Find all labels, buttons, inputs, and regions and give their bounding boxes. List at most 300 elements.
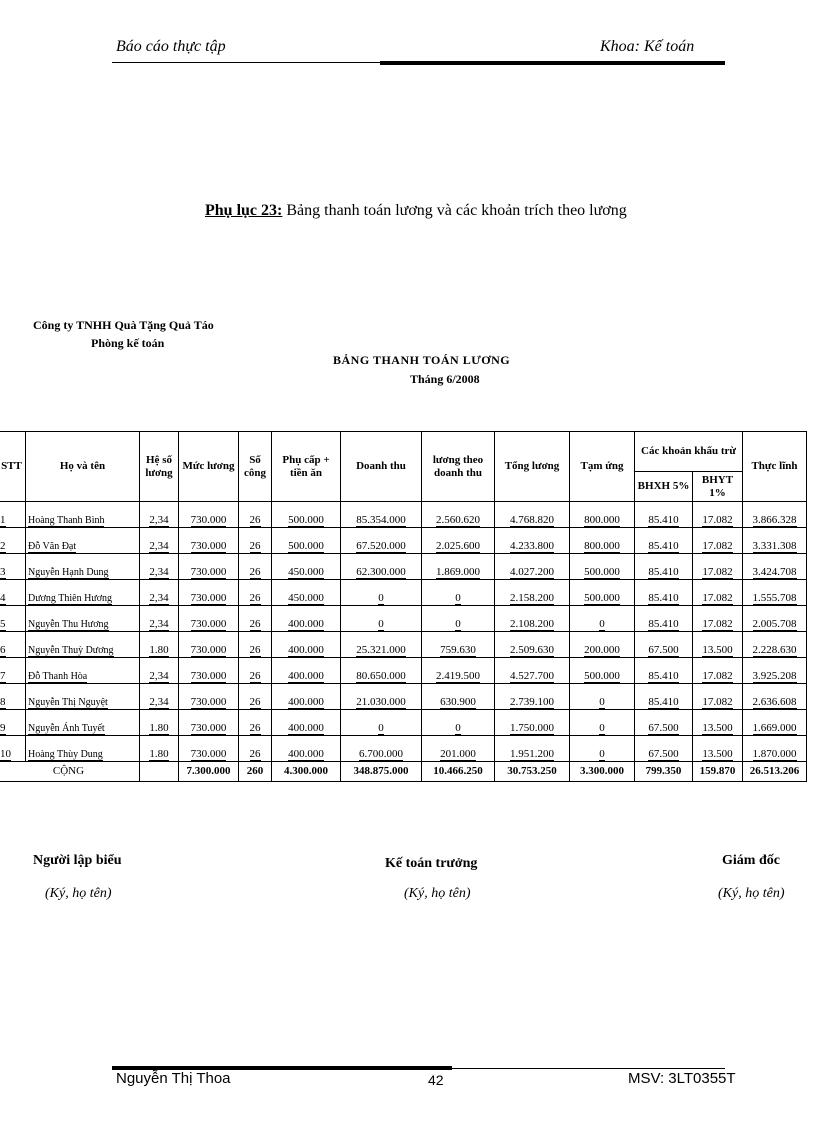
cell-value: 85.410 bbox=[648, 696, 679, 708]
cell-advance bbox=[570, 554, 635, 580]
cell-value: 2,34 bbox=[149, 540, 169, 552]
cell-value: 400.000 bbox=[288, 748, 324, 760]
cell-value: 1.80 bbox=[149, 722, 169, 734]
signature-preparer-title: Người lập biểu bbox=[33, 853, 122, 868]
cell-net-pay bbox=[743, 684, 807, 710]
cell-value: 67.500 bbox=[648, 748, 679, 760]
cell-value: 62.300.000 bbox=[356, 566, 406, 578]
cell-value: 400.000 bbox=[288, 722, 324, 734]
cell-days bbox=[239, 736, 272, 762]
cell-total-salary bbox=[495, 606, 570, 632]
cell-value: Nguyễn Thuỳ Dương bbox=[28, 645, 114, 656]
totals-revenue: 348.875.000 bbox=[341, 762, 422, 782]
cell-value: 0 bbox=[378, 592, 384, 604]
cell-value: Hoàng Thanh Bình bbox=[28, 515, 105, 526]
payroll-rows bbox=[0, 502, 807, 762]
cell-advance bbox=[570, 580, 635, 606]
cell-value: 26 bbox=[249, 514, 261, 526]
cell-bhyt bbox=[693, 632, 743, 658]
header-rule-thick bbox=[380, 61, 725, 65]
cell-value: 730.000 bbox=[190, 514, 227, 526]
cell-stt bbox=[0, 658, 26, 684]
cell-stt bbox=[0, 710, 26, 736]
cell-value: 1.80 bbox=[149, 644, 169, 656]
cell-value: 2.005.708 bbox=[752, 618, 797, 630]
cell-net-pay bbox=[743, 528, 807, 554]
cell-revenue bbox=[341, 502, 422, 528]
header-deductions: Các khoản khấu trừ bbox=[635, 432, 743, 472]
cell-allowance bbox=[272, 580, 341, 606]
cell-value: 0 bbox=[455, 618, 461, 630]
cell-net-pay bbox=[743, 710, 807, 736]
footer-rule-thin bbox=[450, 1068, 725, 1069]
cell-value: 3.424.708 bbox=[752, 566, 797, 578]
cell-value: 2.509.630 bbox=[510, 644, 554, 656]
cell-value: 4 bbox=[0, 592, 6, 604]
cell-value: 67.500 bbox=[648, 722, 679, 734]
cell-salary bbox=[179, 658, 239, 684]
cell-advance bbox=[570, 710, 635, 736]
cell-value: 2.228.630 bbox=[752, 644, 797, 656]
cell-bhyt bbox=[693, 684, 743, 710]
cell-revenue-salary bbox=[422, 502, 495, 528]
cell-value: 2,34 bbox=[149, 618, 169, 630]
cell-coef bbox=[140, 710, 179, 736]
header-total-salary: Tổng lương bbox=[495, 432, 570, 502]
cell-revenue bbox=[341, 736, 422, 762]
cell-value: 450.000 bbox=[288, 592, 324, 604]
cell-name bbox=[26, 606, 140, 632]
cell-value: 2,34 bbox=[149, 696, 169, 708]
header-allowance: Phụ cấp + tiền ăn bbox=[272, 432, 341, 502]
cell-value: 26 bbox=[249, 540, 261, 552]
cell-name bbox=[26, 736, 140, 762]
cell-stt bbox=[0, 528, 26, 554]
totals-coef bbox=[140, 762, 179, 782]
header-workdays: Số công bbox=[239, 432, 272, 502]
cell-value: 201.000 bbox=[440, 748, 476, 760]
cell-advance bbox=[570, 658, 635, 684]
cell-salary bbox=[179, 736, 239, 762]
signature-director-title: Giám đốc bbox=[722, 853, 780, 868]
cell-coef bbox=[140, 528, 179, 554]
cell-value: Nguyễn Thị Nguyệt bbox=[28, 697, 108, 708]
header-rule-thin bbox=[112, 62, 382, 63]
footer-page-number: 42 bbox=[428, 1072, 444, 1088]
cell-stt bbox=[0, 554, 26, 580]
table-row bbox=[0, 736, 807, 762]
cell-bhyt bbox=[693, 606, 743, 632]
cell-value: 3.866.328 bbox=[752, 514, 797, 526]
cell-revenue bbox=[341, 658, 422, 684]
totals-bhxh: 799.350 bbox=[635, 762, 693, 782]
cell-stt bbox=[0, 502, 26, 528]
cell-coef bbox=[140, 684, 179, 710]
cell-value: 0 bbox=[455, 722, 461, 734]
cell-allowance bbox=[272, 736, 341, 762]
cell-value: 85.354.000 bbox=[356, 514, 406, 526]
cell-value: 2.419.500 bbox=[436, 670, 480, 682]
cell-bhyt bbox=[693, 528, 743, 554]
cell-value: 7 bbox=[0, 670, 6, 682]
cell-value: 10 bbox=[0, 748, 11, 760]
cell-advance bbox=[570, 502, 635, 528]
signature-accountant-note: (Ký, họ tên) bbox=[404, 886, 471, 901]
cell-value: 800.000 bbox=[584, 514, 620, 526]
department-name: Phòng kế toán bbox=[91, 336, 165, 350]
cell-bhyt bbox=[693, 502, 743, 528]
table-row bbox=[0, 528, 807, 554]
totals-allowance: 4.300.000 bbox=[272, 762, 341, 782]
cell-value: 3.925.208 bbox=[752, 670, 797, 682]
cell-value: 0 bbox=[599, 748, 605, 760]
cell-value: 2.560.620 bbox=[436, 514, 480, 526]
cell-days bbox=[239, 606, 272, 632]
footer-author: Nguyễn Thị Thoa bbox=[116, 1070, 231, 1087]
cell-name bbox=[26, 658, 140, 684]
cell-net-pay bbox=[743, 736, 807, 762]
cell-days bbox=[239, 632, 272, 658]
cell-total-salary bbox=[495, 684, 570, 710]
cell-net-pay bbox=[743, 606, 807, 632]
appendix-caption bbox=[205, 202, 627, 220]
cell-value: 4.027.200 bbox=[510, 566, 554, 578]
cell-value: 26 bbox=[249, 566, 261, 578]
table-row bbox=[0, 502, 807, 528]
cell-revenue bbox=[341, 606, 422, 632]
cell-value: 730.000 bbox=[190, 644, 227, 656]
cell-bhxh bbox=[635, 684, 693, 710]
cell-value: 730.000 bbox=[190, 618, 227, 630]
cell-value: 17.082 bbox=[702, 592, 733, 604]
cell-total-salary bbox=[495, 632, 570, 658]
cell-bhyt bbox=[693, 554, 743, 580]
cell-value: 730.000 bbox=[190, 540, 227, 552]
cell-value: 17.082 bbox=[702, 670, 733, 682]
cell-value: 1 bbox=[0, 514, 6, 526]
cell-value: 26 bbox=[249, 748, 261, 760]
cell-value: 730.000 bbox=[190, 748, 227, 760]
cell-coef bbox=[140, 658, 179, 684]
cell-value: 730.000 bbox=[190, 696, 227, 708]
cell-net-pay bbox=[743, 580, 807, 606]
totals-row bbox=[0, 762, 807, 782]
cell-total-salary bbox=[495, 502, 570, 528]
cell-value: 730.000 bbox=[190, 670, 227, 682]
cell-revenue bbox=[341, 632, 422, 658]
cell-advance bbox=[570, 528, 635, 554]
cell-allowance bbox=[272, 606, 341, 632]
cell-name bbox=[26, 710, 140, 736]
table-row bbox=[0, 580, 807, 606]
cell-bhyt bbox=[693, 658, 743, 684]
cell-value: 2,34 bbox=[149, 566, 169, 578]
cell-days bbox=[239, 658, 272, 684]
cell-advance bbox=[570, 684, 635, 710]
cell-value: 200.000 bbox=[584, 644, 620, 656]
cell-value: 759.630 bbox=[440, 644, 476, 656]
cell-advance bbox=[570, 736, 635, 762]
cell-value: 1.869.000 bbox=[436, 566, 480, 578]
cell-value: 500.000 bbox=[288, 514, 324, 526]
cell-name bbox=[26, 554, 140, 580]
totals-label: CỘNG bbox=[0, 762, 140, 782]
cell-stt bbox=[0, 632, 26, 658]
cell-value: 2 bbox=[0, 540, 6, 552]
cell-allowance bbox=[272, 710, 341, 736]
cell-value: 2.108.200 bbox=[510, 618, 554, 630]
cell-value: 0 bbox=[599, 722, 605, 734]
cell-coef bbox=[140, 580, 179, 606]
cell-value: 0 bbox=[378, 722, 384, 734]
totals-advance: 3.300.000 bbox=[570, 762, 635, 782]
cell-value: Nguyễn Thu Hương bbox=[28, 619, 109, 630]
cell-value: 13.500 bbox=[702, 722, 733, 734]
cell-value: 400.000 bbox=[288, 670, 324, 682]
cell-salary bbox=[179, 580, 239, 606]
cell-total-salary bbox=[495, 710, 570, 736]
cell-bhxh bbox=[635, 632, 693, 658]
cell-net-pay bbox=[743, 658, 807, 684]
cell-revenue-salary bbox=[422, 580, 495, 606]
cell-value: 500.000 bbox=[584, 566, 620, 578]
cell-revenue-salary bbox=[422, 710, 495, 736]
signature-accountant-title: Kế toán trưởng bbox=[385, 856, 478, 871]
cell-days bbox=[239, 528, 272, 554]
cell-value: 400.000 bbox=[288, 696, 324, 708]
cell-coef bbox=[140, 502, 179, 528]
cell-value: Dương Thiên Hương bbox=[28, 593, 113, 604]
cell-value: 6 bbox=[0, 644, 6, 656]
header-faculty: Khoa: Kế toán bbox=[600, 38, 695, 55]
cell-salary bbox=[179, 554, 239, 580]
cell-bhxh bbox=[635, 528, 693, 554]
cell-bhxh bbox=[635, 658, 693, 684]
cell-bhyt bbox=[693, 580, 743, 606]
table-row bbox=[0, 632, 807, 658]
cell-revenue-salary bbox=[422, 658, 495, 684]
cell-name bbox=[26, 528, 140, 554]
cell-value: 1.870.000 bbox=[752, 748, 797, 760]
cell-value: 3.331.308 bbox=[752, 540, 797, 552]
cell-value: 17.082 bbox=[702, 696, 733, 708]
cell-allowance bbox=[272, 502, 341, 528]
cell-stt bbox=[0, 580, 26, 606]
cell-bhxh bbox=[635, 710, 693, 736]
cell-days bbox=[239, 684, 272, 710]
cell-value: Nguyễn Ánh Tuyết bbox=[28, 723, 105, 734]
cell-stt bbox=[0, 684, 26, 710]
cell-value: 26 bbox=[249, 644, 261, 656]
cell-value: 500.000 bbox=[584, 670, 620, 682]
cell-value: 2.739.100 bbox=[510, 696, 554, 708]
cell-value: 25.321.000 bbox=[356, 644, 406, 656]
cell-value: 3 bbox=[0, 566, 6, 578]
table-row bbox=[0, 554, 807, 580]
totals-total-salary: 30.753.250 bbox=[495, 762, 570, 782]
cell-value: 2.158.200 bbox=[510, 592, 554, 604]
cell-bhyt bbox=[693, 710, 743, 736]
appendix-text: Bảng thanh toán lương và các khoản trích theo lương bbox=[282, 202, 627, 219]
cell-value: 80.650.000 bbox=[356, 670, 406, 682]
cell-total-salary bbox=[495, 580, 570, 606]
cell-value: 800.000 bbox=[584, 540, 620, 552]
sheet-month: Tháng 6/2008 bbox=[410, 372, 480, 386]
header-revenue-salary: lương theo doanh thu bbox=[422, 432, 495, 502]
signature-director-note: (Ký, họ tên) bbox=[718, 886, 785, 901]
cell-total-salary bbox=[495, 554, 570, 580]
header-base-salary: Mức lương bbox=[179, 432, 239, 502]
cell-value: Đỗ Thanh Hòa bbox=[28, 671, 88, 682]
cell-value: 26 bbox=[249, 722, 261, 734]
cell-value: 4.527.700 bbox=[510, 670, 554, 682]
cell-revenue bbox=[341, 710, 422, 736]
cell-value: 1.669.000 bbox=[752, 722, 797, 734]
cell-coef bbox=[140, 554, 179, 580]
cell-allowance bbox=[272, 554, 341, 580]
cell-value: 0 bbox=[455, 592, 461, 604]
cell-value: 400.000 bbox=[288, 644, 324, 656]
cell-value: 1.555.708 bbox=[752, 592, 797, 604]
cell-days bbox=[239, 580, 272, 606]
cell-value: 17.082 bbox=[702, 540, 733, 552]
cell-stt bbox=[0, 606, 26, 632]
table-row bbox=[0, 658, 807, 684]
cell-net-pay bbox=[743, 554, 807, 580]
cell-total-salary bbox=[495, 658, 570, 684]
cell-value: 21.030.000 bbox=[356, 696, 406, 708]
cell-salary bbox=[179, 528, 239, 554]
cell-salary bbox=[179, 684, 239, 710]
totals-bhyt: 159.870 bbox=[693, 762, 743, 782]
cell-value: 730.000 bbox=[190, 566, 227, 578]
cell-value: 67.500 bbox=[648, 644, 679, 656]
cell-value: 17.082 bbox=[702, 618, 733, 630]
header-net-pay: Thực lĩnh bbox=[743, 432, 807, 502]
totals-net-pay: 26.513.206 bbox=[743, 762, 807, 782]
cell-value: 67.520.000 bbox=[356, 540, 406, 552]
cell-value: 13.500 bbox=[702, 748, 733, 760]
cell-advance bbox=[570, 632, 635, 658]
cell-revenue bbox=[341, 554, 422, 580]
cell-value: 1.80 bbox=[149, 748, 169, 760]
totals-salary: 7.300.000 bbox=[179, 762, 239, 782]
cell-revenue-salary bbox=[422, 554, 495, 580]
cell-allowance bbox=[272, 528, 341, 554]
cell-total-salary bbox=[495, 528, 570, 554]
header-bhxh: BHXH 5% bbox=[635, 472, 693, 502]
totals-revenue-salary: 10.466.250 bbox=[422, 762, 495, 782]
cell-days bbox=[239, 502, 272, 528]
cell-days bbox=[239, 710, 272, 736]
header-report-title: Báo cáo thực tập bbox=[116, 38, 226, 55]
cell-value: 13.500 bbox=[702, 644, 733, 656]
cell-bhxh bbox=[635, 554, 693, 580]
cell-name bbox=[26, 684, 140, 710]
cell-bhxh bbox=[635, 736, 693, 762]
cell-salary bbox=[179, 606, 239, 632]
header-bhyt: BHYT 1% bbox=[693, 472, 743, 502]
cell-bhyt bbox=[693, 736, 743, 762]
cell-allowance bbox=[272, 658, 341, 684]
cell-value: 85.410 bbox=[648, 566, 679, 578]
cell-value: 17.082 bbox=[702, 514, 733, 526]
cell-revenue-salary bbox=[422, 528, 495, 554]
cell-value: 85.410 bbox=[648, 592, 679, 604]
cell-value: 26 bbox=[249, 696, 261, 708]
cell-value: 85.410 bbox=[648, 540, 679, 552]
cell-revenue-salary bbox=[422, 736, 495, 762]
cell-revenue bbox=[341, 528, 422, 554]
cell-value: 0 bbox=[378, 618, 384, 630]
cell-revenue-salary bbox=[422, 684, 495, 710]
cell-bhxh bbox=[635, 502, 693, 528]
header-advance: Tạm ứng bbox=[570, 432, 635, 502]
cell-value: 6.700.000 bbox=[359, 748, 403, 760]
cell-salary bbox=[179, 710, 239, 736]
cell-net-pay bbox=[743, 632, 807, 658]
cell-value: 85.410 bbox=[648, 670, 679, 682]
cell-value: 85.410 bbox=[648, 514, 679, 526]
totals-days: 260 bbox=[239, 762, 272, 782]
cell-allowance bbox=[272, 632, 341, 658]
cell-value: 730.000 bbox=[190, 722, 227, 734]
cell-name bbox=[26, 502, 140, 528]
cell-days bbox=[239, 554, 272, 580]
cell-coef bbox=[140, 606, 179, 632]
company-name: Công ty TNHH Quà Tặng Quả Táo bbox=[33, 318, 214, 332]
payroll-table bbox=[0, 431, 807, 782]
table-row bbox=[0, 684, 807, 710]
cell-revenue bbox=[341, 684, 422, 710]
cell-value: 1.750.000 bbox=[510, 722, 554, 734]
cell-value: Nguyễn Hạnh Dung bbox=[28, 567, 109, 578]
cell-name bbox=[26, 580, 140, 606]
cell-value: 2.025.600 bbox=[436, 540, 480, 552]
cell-value: Đỗ Văn Đạt bbox=[28, 541, 77, 552]
cell-revenue-salary bbox=[422, 606, 495, 632]
cell-value: 2,34 bbox=[149, 514, 169, 526]
cell-value: 450.000 bbox=[288, 566, 324, 578]
cell-bhxh bbox=[635, 606, 693, 632]
cell-revenue bbox=[341, 580, 422, 606]
cell-revenue-salary bbox=[422, 632, 495, 658]
cell-salary bbox=[179, 502, 239, 528]
cell-value: 26 bbox=[249, 592, 261, 604]
cell-value: 730.000 bbox=[190, 592, 227, 604]
cell-value: 85.410 bbox=[648, 618, 679, 630]
cell-total-salary bbox=[495, 736, 570, 762]
cell-value: 500.000 bbox=[288, 540, 324, 552]
cell-value: 0 bbox=[599, 618, 605, 630]
cell-stt bbox=[0, 736, 26, 762]
cell-value: 500.000 bbox=[584, 592, 620, 604]
appendix-label: Phụ lục 23: bbox=[205, 202, 283, 219]
cell-value: 2,34 bbox=[149, 592, 169, 604]
cell-value: 9 bbox=[0, 722, 6, 734]
cell-value: 26 bbox=[249, 670, 261, 682]
cell-value: 8 bbox=[0, 696, 6, 708]
cell-bhxh bbox=[635, 580, 693, 606]
cell-coef bbox=[140, 736, 179, 762]
footer-student-id: MSV: 3LT0355T bbox=[628, 1070, 736, 1087]
header-stt: STT bbox=[0, 432, 26, 502]
cell-value: 1.951.200 bbox=[510, 748, 554, 760]
signature-preparer-note: (Ký, họ tên) bbox=[45, 886, 112, 901]
cell-value: 2.636.608 bbox=[752, 696, 797, 708]
cell-net-pay bbox=[743, 502, 807, 528]
sheet-title: BẢNG THANH TOÁN LƯƠNG bbox=[333, 353, 511, 367]
